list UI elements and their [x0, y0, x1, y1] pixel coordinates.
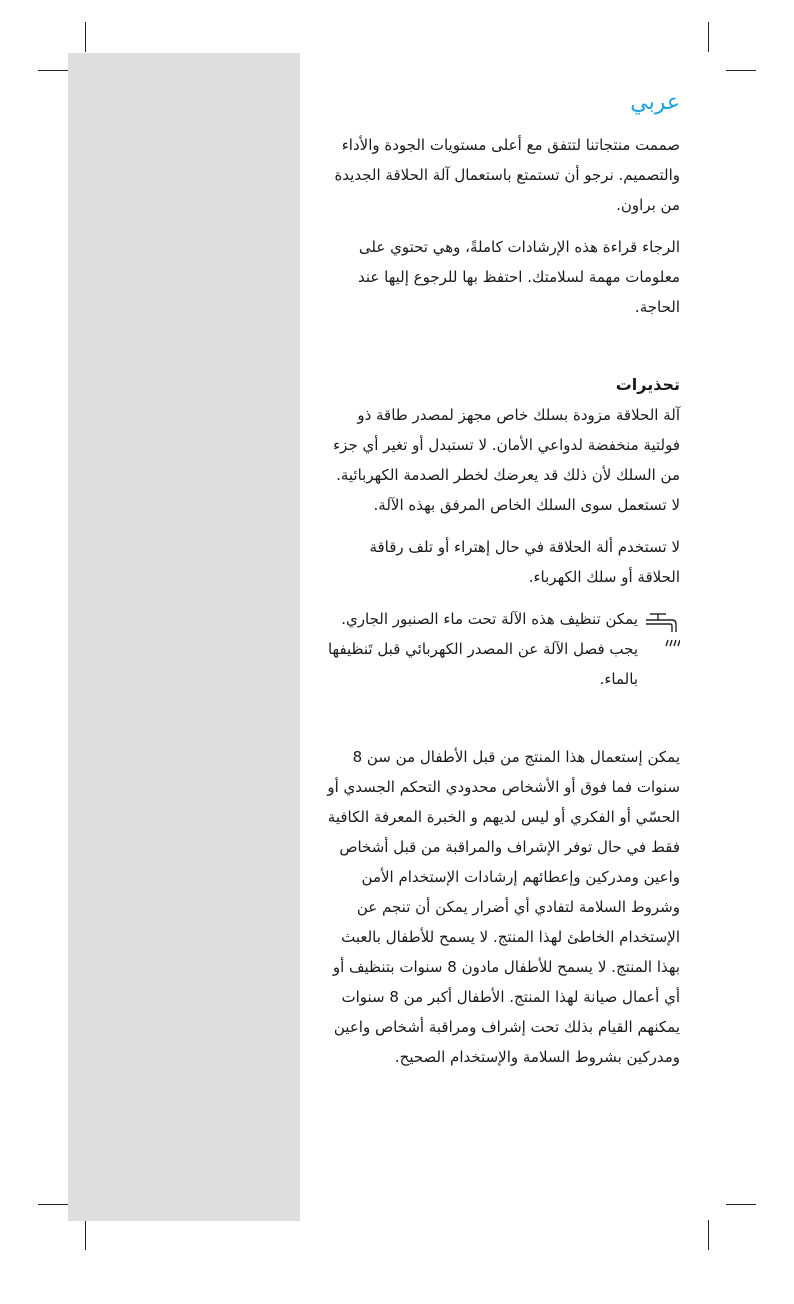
- warning-paragraph: آلة الحلاقة مزودة بسلك خاص مجهز لمصدر طاقة ذو فولتية منخفضة لدواعي الأمان. لا تستبدل أو تغير أي جزء من السلك لأن ذلك قد يعرضك لخطر الصدمة الكهربائية. لا تستعمل سوى السلك الخاص المرفق بهذه الآلة.: [333, 406, 680, 514]
- crop-mark: [85, 22, 86, 52]
- warning-paragraph: لا تستخدم ألة الحلاقة في حال إهتراء أو تلف رقاقة الحلاقة أو سلك الكهرباء.: [369, 538, 680, 586]
- crop-mark: [85, 1220, 86, 1250]
- crop-mark: [708, 1220, 709, 1250]
- intro-paragraph: صممت منتجاتنا لتتفق مع أعلى مستويات الجودة والأداء والتصميم. نرجو أن تستمتع باستعمال آلة الحلاقة الجديدة من براون.: [334, 136, 680, 214]
- warnings-title: تحذيرات: [615, 375, 680, 394]
- intro-paragraph: الرجاء قراءة هذه الإرشادات كاملةً، وهي تحتوي على معلومات مهمة لسلامتك. احتفظ بها للرجوع إليها عند الحاجة.: [358, 238, 680, 316]
- crop-mark: [726, 70, 756, 71]
- crop-mark: [38, 70, 68, 71]
- gray-margin-panel: [68, 53, 300, 1221]
- tap-note: يمكن تنظيف هذه الآلة تحت ماء الصنبور الجاري. يجب فصل الآلة عن المصدر الكهربائي قبل تَنظيفها بالماء.: [327, 610, 638, 688]
- faucet-icon: [644, 608, 680, 652]
- crop-mark: [708, 22, 709, 52]
- language-heading: عربي: [630, 90, 680, 115]
- tap-note-block: [325, 604, 680, 694]
- manual-content: [325, 88, 680, 1072]
- crop-mark: [726, 1204, 756, 1205]
- children-warning-paragraph: يمكن إستعمال هذا المنتج من قبل الأطفال من سن 8 سنوات فما فوق أو الأشخاص محدودي التحكم الجسدي أو الحسّي أو الفكري أو ليس لديهم و الخبرة المعرفة الكافية فقط في حال توفر الإشراف والمراقبة من قبل أشخاص واعين ومدركين وإعطائهم إرشادات الإستخدام الأمن وشروط السلامة لتفادي أي أضرار يمكن أن تنجم عن الإستخدام الخاطئ لهذا المنتج. لا يسمح للأطفال بالعبث بهذا المنتج. لا يسمح للأطفال مادون 8 سنوات بتنظيف أو أي أعمال صيانة لهذا المنتج. الأطفال أكبر من 8 سنوات يمكنهم القيام بذلك تحت إشراف ومراقبة أشخاص واعين ومدركين بشروط السلامة والإستخدام الصحيح.: [327, 748, 680, 1066]
- crop-mark: [38, 1204, 68, 1205]
